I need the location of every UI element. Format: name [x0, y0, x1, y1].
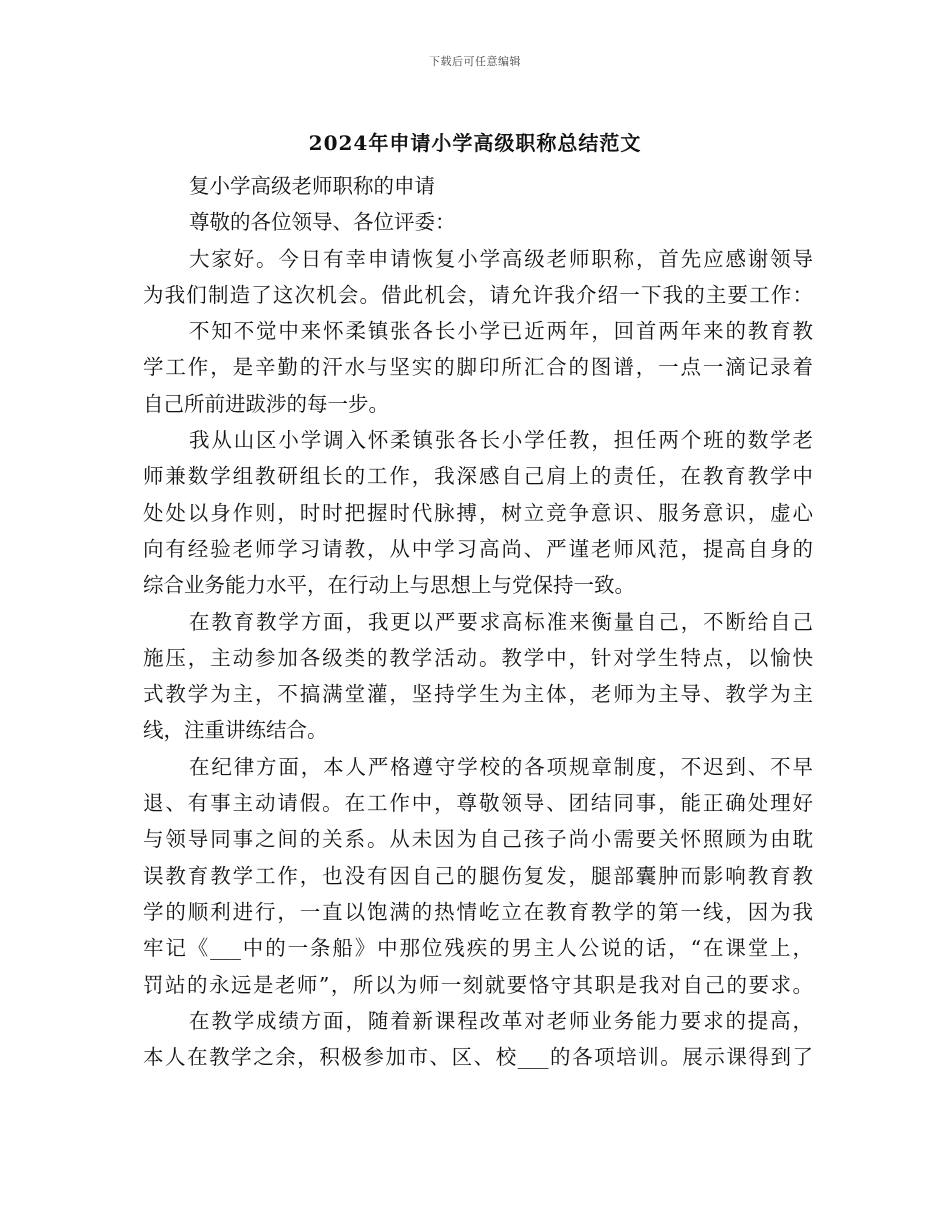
document-title: 2024年申请小学高级职称总结范文 — [308, 131, 642, 155]
text-line: 处处以身作则，时时把握时代脉搏，树立竞争意识、服务意识，虚心 — [143, 500, 813, 525]
page-header: 下载后可任意编辑 — [429, 55, 521, 68]
text-line: 牢记《___中的一条船》中那位残疾的男主人公说的话，“在课堂上， — [143, 936, 813, 961]
text-line: 为我们制造了这次机会。借此机会，请允许我介绍一下我的主要工作： — [143, 282, 813, 307]
text-line: 在教育教学方面，我更以严要求高标准来衡量自己，不断给自己 — [189, 609, 813, 634]
text-line: 学工作，是辛勤的汗水与坚实的脚印所汇合的图谱，一点一滴记录着 — [143, 355, 813, 380]
text-line: 我从山区小学调入怀柔镇张各长小学任教，担任两个班的数学老 — [189, 428, 813, 453]
text-line: 与领导同事之间的关系。从未因为自己孩子尚小需要关怀照顾为由耽 — [143, 827, 813, 852]
text-line: 向有经验老师学习请教，从中学习高尚、严谨老师风范，提高自身的 — [143, 536, 813, 561]
document-body — [143, 168, 813, 1075]
text-line: 式教学为主，不搞满堂灌，坚持学生为主体，老师为主导、教学为主 — [143, 682, 813, 707]
text-line: 大家好。今日有幸申请恢复小学高级老师职称，首先应感谢领导 — [189, 246, 813, 271]
text-line: 师兼数学组教研组长的工作，我深感自己肩上的责任，在教育教学中 — [143, 464, 813, 489]
text-line: 复小学高级老师职称的申请 — [189, 174, 435, 198]
text-line: 学的顺利进行，一直以饱满的热情屹立在教育教学的第一线，因为我 — [143, 899, 813, 924]
text-line: 尊敬的各位领导、各位评委： — [189, 210, 456, 235]
text-line: 本人在教学之余，积极参加市、区、校___的各项培训。展示课得到了 — [143, 1045, 813, 1070]
text-line: 在纪律方面，本人严格遵守学校的各项规章制度，不迟到、不早 — [189, 754, 813, 779]
text-line: 在教学成绩方面，随着新课程改革对老师业务能力要求的提高， — [189, 1008, 813, 1033]
text-line: 误教育教学工作，也没有因自己的腿伤复发，腿部囊肿而影响教育教 — [143, 863, 813, 888]
text-line: 施压，主动参加各级类的教学活动。教学中，针对学生特点，以愉快 — [143, 645, 813, 670]
text-line: 退、有事主动请假。在工作中，尊敬领导、团结同事，能正确处理好 — [143, 791, 813, 816]
text-line: 综合业务能力水平，在行动上与思想上与党保持一致。 — [143, 573, 635, 598]
text-line: 不知不觉中来怀柔镇张各长小学已近两年，回首两年来的教育教 — [189, 319, 813, 344]
text-line: 罚站的永远是老师”，所以为师一刻就要恪守其职是我对自己的要求。 — [143, 972, 813, 997]
text-line: 线，注重讲练结合。 — [143, 718, 328, 743]
text-line: 自己所前进跋涉的每一步。 — [143, 391, 389, 416]
